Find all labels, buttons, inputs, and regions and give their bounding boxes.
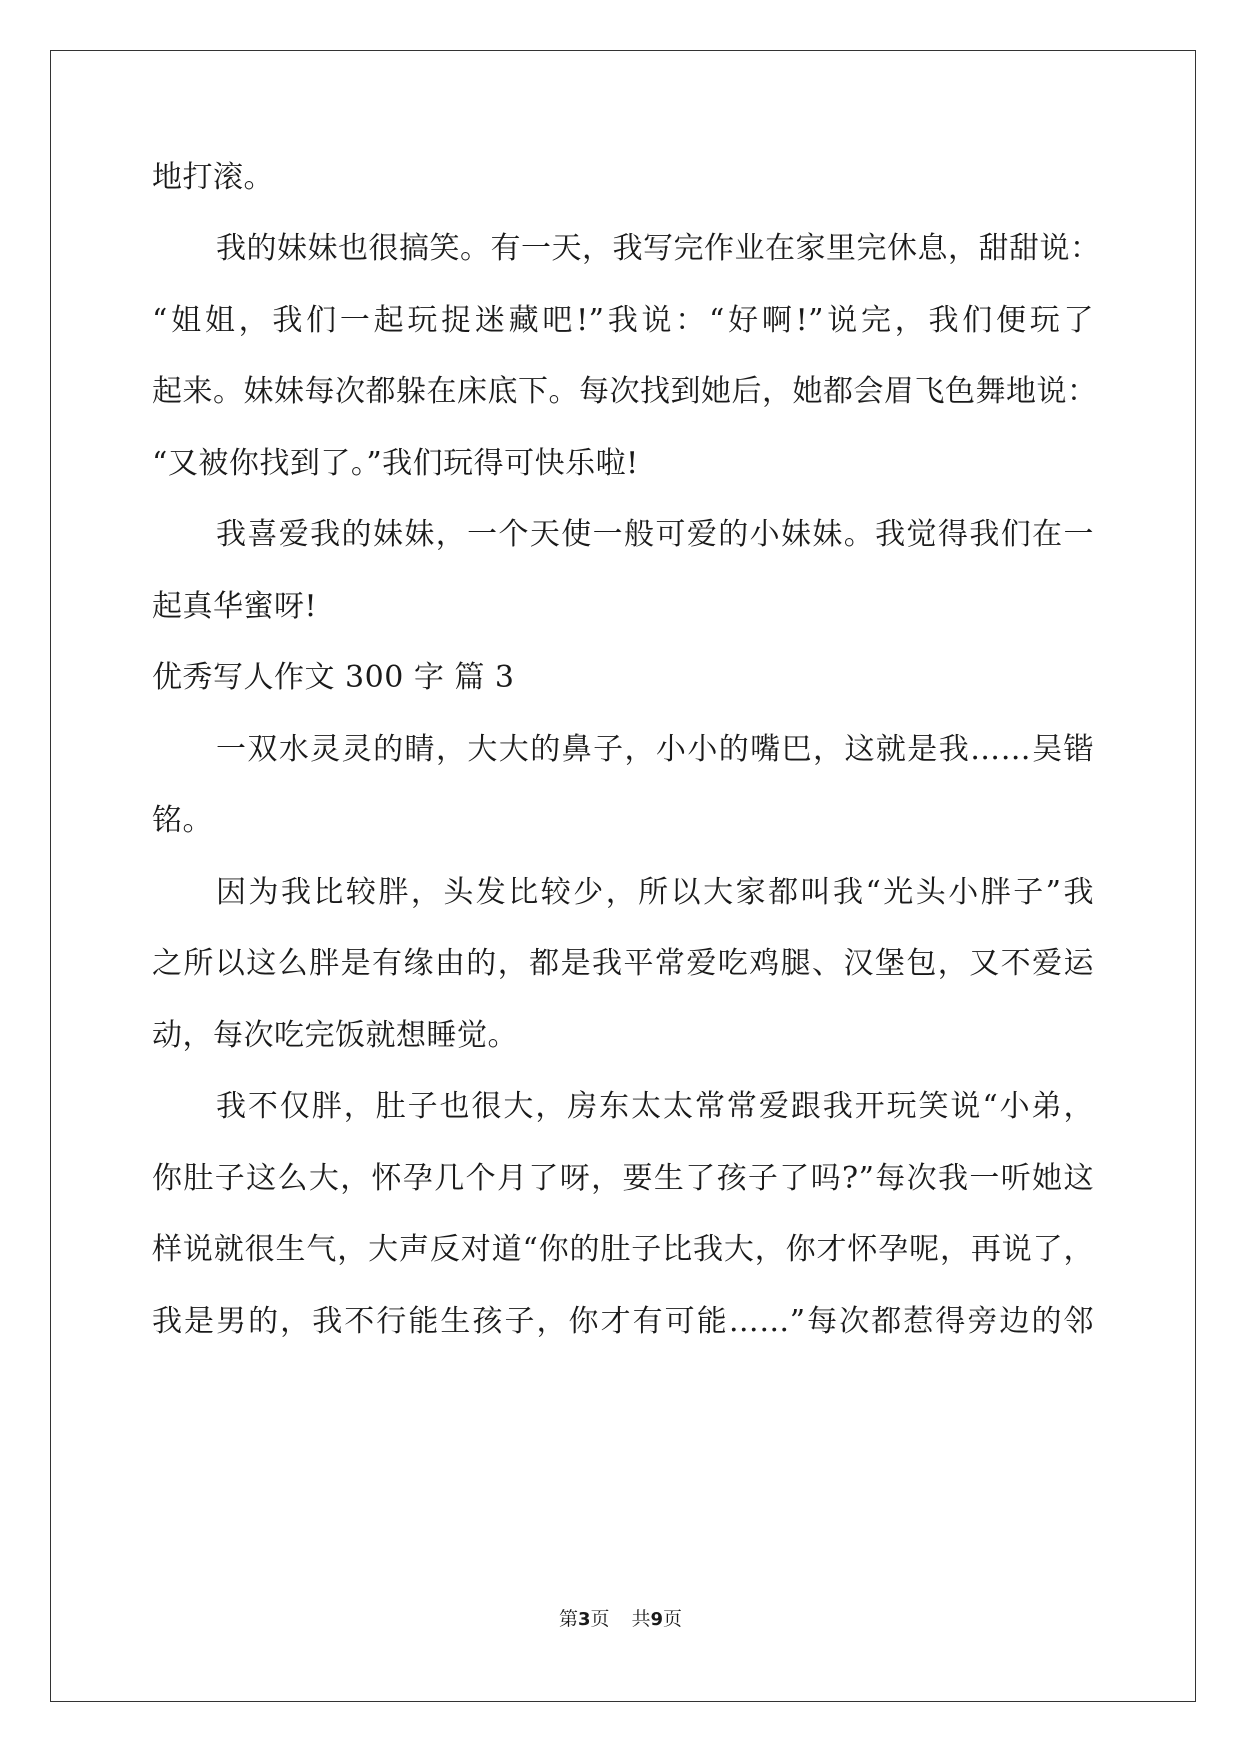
text-line: 我是男的，我不行能生孩子，你才有可能……”每次都惹得旁边的邻 [152,1304,1094,1339]
page-label-suffix: 页 [590,1608,610,1630]
text-line: 之所以这么胖是有缘由的，都是我平常爱吃鸡腿、汉堡包，又不爱运 [152,946,1094,981]
text-line: 我不仅胖，肚子也很大，房东太太常常爱跟我开玩笑说“小弟， [216,1089,1094,1124]
text-line: 我喜爱我的妹妹，一个天使一般可爱的小妹妹。我觉得我们在一 [216,517,1094,552]
page-number: 3 [577,1609,591,1630]
text-line: 铭。 [152,803,213,838]
text-line: 地打滚。 [152,160,274,195]
total-label-prefix: 共 [631,1608,651,1630]
total-label-suffix: 页 [663,1608,683,1630]
section-heading: 优秀写人作文 300 字 篇 3 [152,660,515,695]
text-line: “又被你找到了。”我们玩得可快乐啦! [152,446,639,481]
text-line: 你肚子这么大，怀孕几个月了呀，要生了孩子了吗?”每次我一听她这 [152,1161,1094,1196]
page-footer [0,1607,1241,1632]
text-line: 因为我比较胖，头发比较少，所以大家都叫我“光头小胖子”我 [216,875,1094,910]
text-line: 起真华蜜呀! [152,589,318,624]
text-line: 一双水灵灵的睛，大大的鼻子，小小的嘴巴，这就是我……吴锴 [216,732,1094,767]
text-line: 动，每次吃完饭就想睡觉。 [152,1018,518,1053]
text-line: “姐姐，我们一起玩捉迷藏吧!”我说：“好啊!”说完，我们便玩了 [152,303,1094,338]
text-line: 起来。妹妹每次都躲在床底下。每次找到她后，她都会眉飞色舞地说： [152,374,1098,409]
total-pages: 9 [650,1609,664,1630]
text-line: 我的妹妹也很搞笑。有一天，我写完作业在家里完休息，甜甜说： [216,231,1101,266]
page-label-prefix: 第 [558,1608,578,1630]
text-line: 样说就很生气，大声反对道“你的肚子比我大，你才怀孕呢，再说了， [152,1232,1094,1267]
